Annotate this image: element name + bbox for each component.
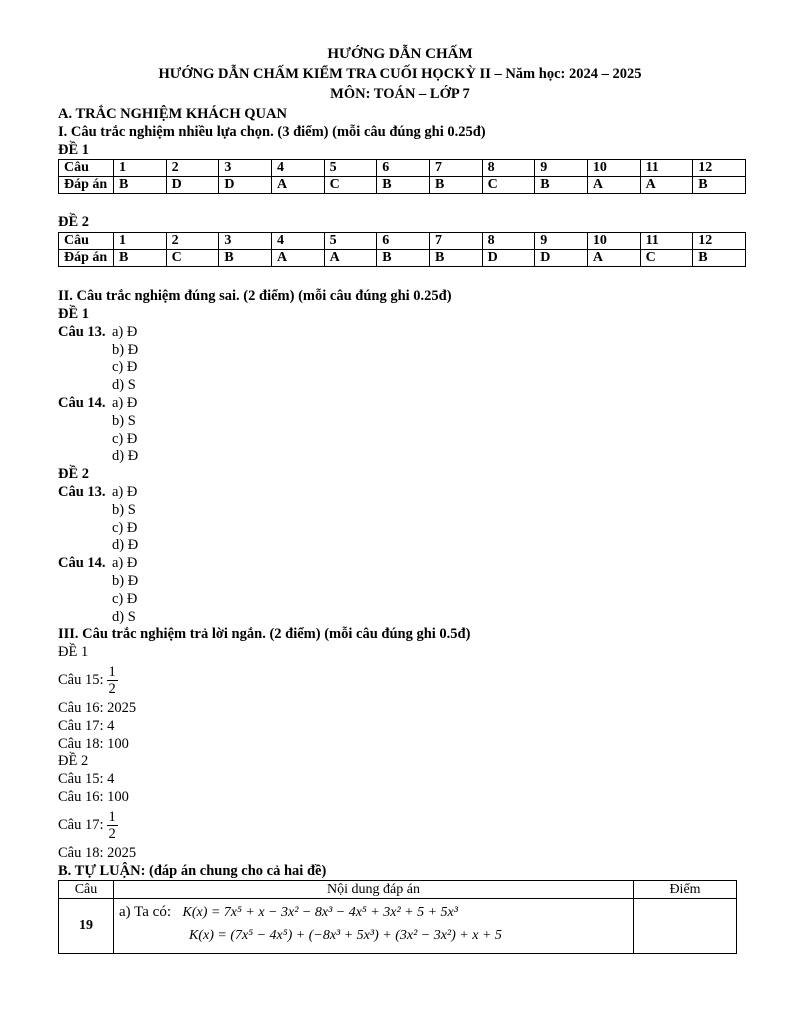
fraction-denominator: 2 — [108, 826, 116, 843]
question-cell: 2 — [166, 160, 219, 177]
answer-cell: B — [219, 250, 272, 267]
answer-cell: B — [114, 177, 167, 194]
list-item: Câu 15: 4 — [58, 771, 115, 788]
answer-cell: B — [377, 250, 430, 267]
question-cell: 1 — [114, 233, 167, 250]
doc-title: HƯỚNG DẪN CHẤM — [327, 46, 473, 62]
question-cell: 7 — [429, 233, 482, 250]
answer-cell: A — [587, 250, 640, 267]
doc-subject: MÔN: TOÁN – LỚP 7 — [330, 86, 470, 102]
question-cell: 12 — [693, 233, 746, 250]
fraction-numerator: 1 — [108, 664, 116, 681]
list-item: Câu 17: 4 — [58, 717, 115, 734]
answer-key-page — [58, 44, 742, 954]
answer-cell: A — [324, 250, 377, 267]
question-cell: 5 — [324, 233, 377, 250]
answer-cell: B — [114, 250, 167, 267]
question-cell: 11 — [640, 233, 693, 250]
fraction-denominator: 2 — [108, 681, 116, 698]
answer-content — [114, 899, 634, 954]
table-row — [59, 899, 737, 954]
mc-answer-table-exam-1 — [58, 159, 746, 194]
question-label: Câu 14. — [58, 555, 106, 572]
sa-exam-2-label: ĐỀ 2 — [58, 753, 89, 770]
list-item — [58, 662, 742, 700]
question-cell: 1 — [114, 160, 167, 177]
question-cell: 6 — [377, 160, 430, 177]
question-cell: 11 — [640, 160, 693, 177]
question-cell: 4 — [271, 160, 324, 177]
list-item — [58, 555, 742, 573]
row-header-answer: Đáp án — [59, 177, 114, 194]
part-a-title: A. TRẮC NGHIỆM KHÁCH QUAN — [58, 106, 287, 122]
section-3-title: III. Câu trắc nghiệm trả lời ngắn. (2 điểm) (mỗi câu đúng ghi 0.5đ) — [58, 626, 471, 643]
tf-answer: d) Đ — [112, 448, 139, 465]
row-header-question: Câu — [59, 233, 114, 250]
answer-cell: C — [166, 250, 219, 267]
answer-cell: D — [166, 177, 219, 194]
list-item — [58, 484, 742, 502]
answer-cell: D — [219, 177, 272, 194]
mc-answer-table-exam-2 — [58, 232, 746, 267]
list-item: Câu 18: 2025 — [58, 844, 137, 861]
answer-cell: B — [377, 177, 430, 194]
doc-subtitle: HƯỚNG DẪN CHẤM KIỂM TRA CUỐI HỌCKỲ II – Năm học: 2024 – 2025 — [158, 66, 642, 82]
question-cell: 8 — [482, 233, 535, 250]
list-item: Câu 16: 2025 — [58, 699, 137, 716]
exam-1-label: ĐỀ 1 — [58, 141, 90, 158]
answer-cell: D — [535, 250, 588, 267]
tf-answer: d) S — [112, 608, 136, 625]
answer-cell: C — [640, 250, 693, 267]
col-header-question: Câu — [59, 881, 114, 899]
part-b-title: B. TỰ LUẬN: (đáp án chung cho cả hai đề) — [58, 862, 327, 879]
question-cell: 2 — [166, 233, 219, 250]
fraction — [107, 664, 118, 697]
tf-answer: a) Đ — [112, 323, 138, 340]
question-label: Câu 17: — [58, 817, 104, 834]
tf-answer: d) S — [112, 377, 136, 394]
answer-cell: B — [693, 250, 746, 267]
tf-answer: c) Đ — [112, 430, 138, 447]
answer-cell: B — [693, 177, 746, 194]
tf-answer: b) S — [112, 412, 136, 429]
equation-2: K(x) = (7x⁵ − 4x⁵) + (−8x³ + 5x³) + (3x² − 3x²) + x + 5 — [189, 928, 502, 944]
question-label: Câu 14. — [58, 394, 106, 411]
tf-exam-2-label: ĐỀ 2 — [58, 466, 90, 483]
question-label: Câu 13. — [58, 323, 106, 340]
question-cell: 9 — [535, 233, 588, 250]
question-cell: 3 — [219, 160, 272, 177]
answer-cell: B — [535, 177, 588, 194]
answer-cell: C — [482, 177, 535, 194]
list-item — [58, 324, 742, 342]
question-cell: 10 — [587, 233, 640, 250]
answer-cell: A — [640, 177, 693, 194]
answer-cell: A — [271, 250, 324, 267]
question-cell: 7 — [429, 160, 482, 177]
table-row — [59, 177, 746, 194]
table-row — [59, 233, 746, 250]
tf-answer: b) Đ — [112, 341, 139, 358]
answer-cell: A — [587, 177, 640, 194]
tf-answer: a) Đ — [112, 483, 138, 500]
col-header-content: Nội dung đáp án — [114, 881, 634, 899]
question-cell: 6 — [377, 233, 430, 250]
question-cell: 8 — [482, 160, 535, 177]
question-cell: 10 — [587, 160, 640, 177]
table-row — [59, 250, 746, 267]
equation-1: K(x) = 7x⁵ + x − 3x² − 8x³ − 4x⁵ + 3x² + 5 + 5x³ — [182, 905, 458, 921]
table-row — [59, 160, 746, 177]
equation-line-2 — [119, 924, 628, 948]
row-header-answer: Đáp án — [59, 250, 114, 267]
table-row — [59, 881, 737, 899]
fraction-numerator: 1 — [108, 809, 116, 826]
list-item: Câu 18: 100 — [58, 735, 129, 752]
list-item — [58, 807, 742, 845]
section-1-title: I. Câu trắc nghiệm nhiều lựa chọn. (3 điểm) (mỗi câu đúng ghi 0.25đ) — [58, 123, 486, 140]
answer-intro: a) Ta có: — [119, 904, 171, 921]
equation-line-1 — [119, 901, 628, 924]
score-cell — [634, 899, 737, 954]
tf-answer: d) Đ — [112, 537, 139, 554]
tf-answer: c) Đ — [112, 519, 138, 536]
list-item — [58, 395, 742, 413]
question-cell: 4 — [271, 233, 324, 250]
question-cell: 9 — [535, 160, 588, 177]
question-label: Câu 15: — [58, 672, 104, 689]
row-header-question: Câu — [59, 160, 114, 177]
question-cell: 5 — [324, 160, 377, 177]
answer-cell: C — [324, 177, 377, 194]
tf-answer: c) Đ — [112, 590, 138, 607]
answer-cell: B — [429, 250, 482, 267]
answer-cell: D — [482, 250, 535, 267]
fraction — [107, 809, 118, 842]
question-cell: 3 — [219, 233, 272, 250]
answer-cell: B — [429, 177, 482, 194]
tf-answer: b) Đ — [112, 572, 139, 589]
col-header-score: Điểm — [634, 881, 737, 899]
tf-answer: c) Đ — [112, 359, 138, 376]
question-cell: 12 — [693, 160, 746, 177]
tf-answer: b) S — [112, 501, 136, 518]
question-number: 19 — [59, 899, 114, 954]
exam-2-label: ĐỀ 2 — [58, 214, 90, 231]
list-item: Câu 16: 100 — [58, 788, 129, 805]
essay-answer-table — [58, 880, 737, 954]
question-label: Câu 13. — [58, 483, 106, 500]
tf-exam-1-label: ĐỀ 1 — [58, 305, 90, 322]
tf-answer: a) Đ — [112, 394, 138, 411]
answer-cell: A — [271, 177, 324, 194]
section-2-title: II. Câu trắc nghiệm đúng sai. (2 điểm) (mỗi câu đúng ghi 0.25đ) — [58, 288, 452, 305]
sa-exam-1-label: ĐỀ 1 — [58, 644, 89, 661]
tf-answer: a) Đ — [112, 555, 138, 572]
